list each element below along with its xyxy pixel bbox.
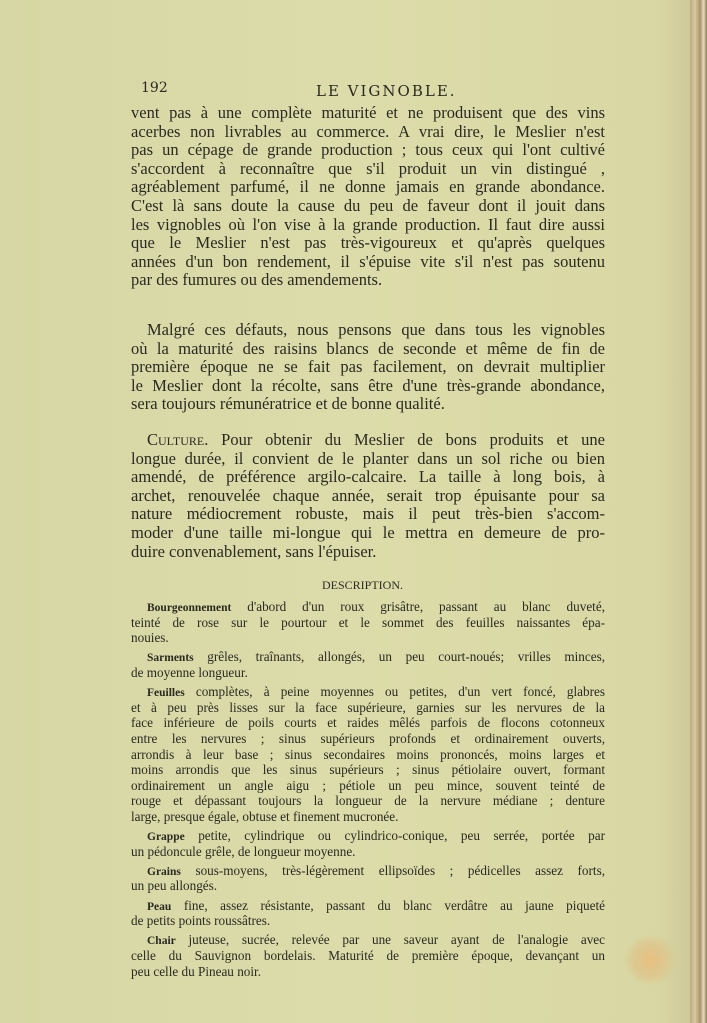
- text-line: face inférieure de poils courts et raides mêlés parfois de flocons cotonneux: [131, 715, 605, 731]
- description-entry: [131, 863, 605, 894]
- text-run: grêles, traînants, allongés, un peu court-noués; vrilles minces,: [207, 649, 605, 665]
- text-line: moins arrondis que les sinus supérieurs ; sinus pétiolaire ouvert, formant: [131, 762, 605, 778]
- text-line: celle du Sauvignon bordelais. Maturité de première époque, devançant un: [131, 948, 605, 964]
- text-line: un pédoncule grêle, de longueur moyenne.: [131, 843, 356, 859]
- text-line: amendé, de préférence argilo-calcaire. La taille à long bois, à: [131, 468, 605, 487]
- description-entry: [131, 599, 605, 646]
- description-entry: [131, 898, 605, 929]
- text-line: un peu allongés.: [131, 878, 218, 894]
- text-line: acerbes non livrables au commerce. A vrai dire, le Meslier n'est: [131, 122, 605, 141]
- text-line: le Meslier dont la récolte, sans être d'une très-grande abondance,: [131, 376, 605, 395]
- text-line: années d'un bon rendement, il s'épuise vite s'il n'est pas soutenu: [131, 252, 605, 271]
- text-line: agréablement parfumé, il ne donne jamais en grande abondance.: [131, 178, 605, 197]
- text-line: [131, 599, 605, 615]
- text-run: Pour obtenir du Meslier de bons produits et une: [221, 431, 605, 449]
- paragraph-intro: [131, 104, 605, 290]
- text-line: [131, 828, 605, 844]
- description-term: Feuilles: [147, 687, 185, 700]
- text-line: de petits points roussâtres.: [131, 913, 271, 929]
- text-line: et à peu près lisses sur la face supérieure, garnies sur les nervures de la: [131, 699, 605, 715]
- text-line: [131, 863, 605, 879]
- text-line: première époque ne se fait pas facilement, on devrait multiplier: [131, 358, 605, 377]
- text-line: rouge et dépassant toujours la longueur de la nervure médiane ; denture: [131, 793, 605, 809]
- text-line: entre les nervures ; sinus supérieurs profonds et ordinairement ouverts,: [131, 730, 605, 746]
- text-run: d'abord d'un roux grisâtre, passant au blanc duveté,: [247, 599, 605, 614]
- text-line: duire convenablement, sans l'épuiser.: [131, 542, 377, 561]
- text-line: longue durée, il convient de le planter dans un sol riche ou bien: [131, 449, 605, 468]
- text-line: ordinairement un angle aigu ; pétiole un peu mince, souvent teinté de: [131, 777, 605, 793]
- description-entry: [131, 684, 605, 824]
- description-section: [131, 599, 605, 983]
- description-term: Sarments: [147, 652, 194, 665]
- description-entry: [131, 932, 605, 979]
- running-title: LE VIGNOBLE.: [316, 82, 457, 100]
- text-run: juteuse, sucrée, relevée par une saveur ayant de l'analogie avec: [188, 932, 605, 948]
- description-term: Grappe: [147, 831, 185, 844]
- text-line: C'est là sans doute la cause du peu de faveur dont il jouit dans: [131, 196, 605, 215]
- paragraph-culture: [131, 431, 605, 561]
- paragraph-malgre: [131, 321, 605, 414]
- description-term: Chair: [147, 935, 176, 948]
- text-line: [131, 684, 605, 700]
- page-number: 192: [141, 80, 168, 96]
- description-entry: [131, 649, 605, 680]
- page-edges: [690, 0, 707, 1023]
- stain: [620, 935, 680, 985]
- text-run: sous-moyens, très-légèrement ellipsoïdes ; pédicelles assez forts,: [195, 862, 605, 878]
- text-line: pas un cépage de grande production ; tous ceux qui l'ont cultivé: [131, 141, 605, 160]
- description-term: Bourgeonnement: [147, 602, 232, 614]
- text-line: [131, 932, 605, 948]
- text-line: vent pas à une complète maturité et ne produisent que des vins: [131, 104, 605, 122]
- text-line: [131, 898, 605, 914]
- text-line: par des fumures ou des amendements.: [131, 271, 383, 290]
- text-line: que le Meslier n'est pas très-vigoureux et qu'après quelques: [131, 234, 605, 253]
- text-line: moder d'une taille mi-longue qui le mettra en demeure de pro-: [131, 523, 605, 542]
- text-line: de moyenne longueur.: [131, 664, 248, 680]
- text-line: [131, 431, 605, 450]
- text-line: large, presque égale, obtuse et finement mucronée.: [131, 808, 399, 824]
- text-line: sera toujours rémunératrice et de bonne qualité.: [131, 395, 445, 414]
- description-entry: [131, 828, 605, 859]
- text-line: peu celle du Pineau noir.: [131, 963, 262, 979]
- text-line: Malgré ces défauts, nous pensons que dans tous les vignobles: [147, 321, 605, 339]
- description-term: Peau: [147, 900, 172, 913]
- text-run: petite, cylindrique ou cylindrico-conique, peu serrée, portée par: [198, 828, 605, 844]
- text-run: complètes, à peine moyennes ou petites, d'un vert foncé, glabres: [195, 684, 605, 700]
- text-line: où la maturité des raisins blancs de seconde et même de fin de: [131, 339, 605, 358]
- description-term: Grains: [147, 865, 181, 878]
- text-line: archet, renouvelée chaque année, serait trop épuisante pour sa: [131, 486, 605, 505]
- culture-heading: Culture.: [147, 431, 209, 449]
- section-title-description: DESCRIPTION.: [322, 578, 404, 592]
- text-line: nouies.: [131, 630, 169, 646]
- text-line: teinté de rose sur le pourtour et le sommet des feuilles naissantes épa-: [131, 614, 605, 630]
- text-line: [131, 649, 605, 665]
- text-line: les vignobles où l'on vise à la grande production. Il faut dire aussi: [131, 215, 605, 234]
- text-line: s'accordent à reconnaître que s'il produit un vin distingué ,: [131, 159, 605, 178]
- text-run: fine, assez résistante, passant du blanc verdâtre au jaune piqueté: [183, 897, 605, 913]
- text-line: nature médiocrement robuste, mais il peut très-bien s'accom-: [131, 505, 605, 524]
- text-line: arrondis à leur base ; sinus secondaires moins prononcés, moins larges et: [131, 746, 605, 762]
